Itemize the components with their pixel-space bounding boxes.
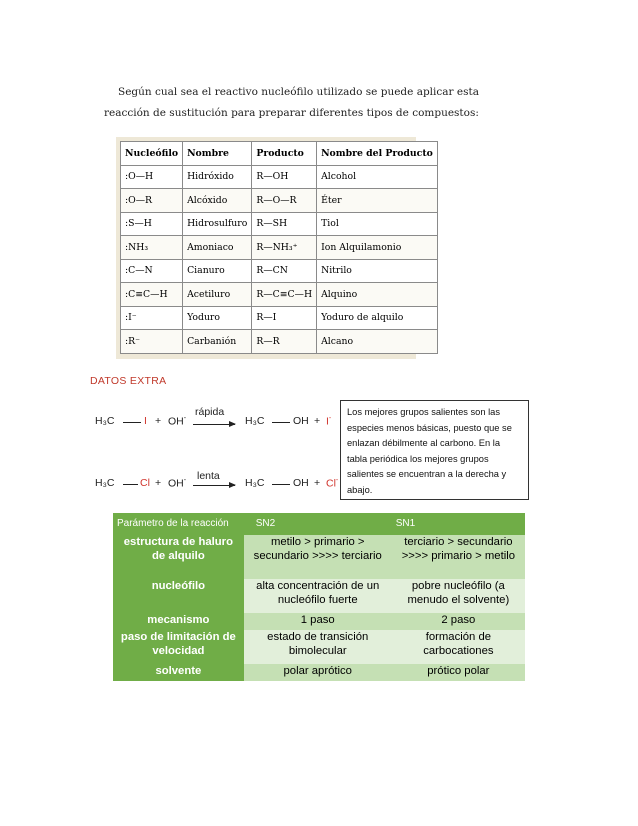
table-row [113,579,525,613]
table-cell: R—OH [252,165,317,189]
bond-line [272,484,290,485]
table-cell: Hidróxido [183,165,252,189]
bond-line [123,484,138,485]
table-header: Producto [252,142,317,166]
leaving-group-note: Los mejores grupos salientes son las especies menos básicas, puesto que se enlazan débilmente al carbono. En la tabla periódica los mejores grupos salientes se encuentran a la derecha y abajo. [340,400,529,500]
table-cell: :R⁻ [121,330,183,354]
reaction-1-substrate [95,415,114,427]
table-row [113,613,525,630]
table-cell: Alcóxido [183,189,252,213]
table-cell: R—CN [252,259,317,283]
table-row [121,283,438,307]
table-cell: Éter [317,189,438,213]
carbon-label: H₃C [95,415,115,427]
table-row [121,306,438,330]
table-cell: mecanismo [113,613,244,630]
table-header-row [121,142,438,166]
table-cell: Yoduro de alquilo [317,306,438,330]
table-cell: nucleófilo [113,579,244,613]
product-carbon: H₃C [245,415,265,427]
table-row [121,165,438,189]
table-cell: prótico polar [392,664,525,681]
table-row [121,189,438,213]
table-cell: 2 paso [392,613,525,630]
extra-data-heading: DATOS EXTRA [90,375,167,387]
reaction-arrow [193,485,235,486]
reaction-arrow [193,424,235,425]
hydroxide-nucleophile: OH- [168,415,187,428]
table-cell: :NH₃ [121,236,183,260]
table-cell: :O—R [121,189,183,213]
table-header: Nombre [183,142,252,166]
table-cell: R—NH₃⁺ [252,236,317,260]
byproduct-chloride: Cl- [326,477,339,490]
table-cell: solvente [113,664,244,681]
table-cell: polar aprótico [244,664,392,681]
table-cell: :S—H [121,212,183,236]
hydroxide-nucleophile: OH- [168,477,187,490]
table-header-row [113,513,525,535]
product-group: OH [293,477,309,489]
table-cell: Amoniaco [183,236,252,260]
table-cell: paso de limitación de velocidad [113,630,244,664]
table-cell: R—O—R [252,189,317,213]
table-row [121,236,438,260]
table-row [113,664,525,681]
table-cell: Tiol [317,212,438,236]
nucleophile-label: OH [168,415,184,428]
table-cell: R—SH [252,212,317,236]
table-row [113,535,525,579]
table-cell: alta concentración de un nucleófilo fuerte [244,579,392,613]
table-cell: R—I [252,306,317,330]
table-cell: Nitrilo [317,259,438,283]
table-header: Nucleófilo [121,142,183,166]
table-cell: Alquino [317,283,438,307]
table-cell: Cianuro [183,259,252,283]
table-cell: estado de transición bimolecular [244,630,392,664]
table-cell: Ion Alquilamonio [317,236,438,260]
table-row [121,330,438,354]
intro-line-2: reacción de sustitución para preparar diferentes tipos de compuestos: [104,107,479,119]
table-cell: Hidrosulfuro [183,212,252,236]
table-header: Nombre del Producto [317,142,438,166]
table-cell: pobre nucleófilo (a menudo el solvente) [392,579,525,613]
table-cell: Carbanión [183,330,252,354]
intro-line-1: Según cual sea el reactivo nucleófilo utilizado se puede aplicar esta [118,86,479,98]
byproduct-iodide: I- [326,415,332,428]
table-cell: R—R [252,330,317,354]
plus-sign: + [155,415,162,427]
bond-line [123,422,141,423]
table-row [121,259,438,283]
plus-sign: + [314,415,321,427]
table-cell: metilo > primario > secundario >>>> terciario [244,535,392,579]
table-cell: :O—H [121,165,183,189]
table-row [121,212,438,236]
plus-sign: + [155,477,162,489]
byproduct-label: I [326,415,329,428]
table-header: Parámetro de la reacción [113,513,244,535]
sn-comparison-table [113,513,525,681]
table-cell: :C—N [121,259,183,283]
table-cell: Acetiluro [183,283,252,307]
nucleophile-table-frame [116,137,433,359]
bond-line [272,422,290,423]
byproduct-label: Cl [326,477,336,490]
product-group: OH [293,415,309,427]
table-row [113,630,525,664]
leaving-group-chloride: Cl [140,477,150,489]
table-cell: 1 paso [244,613,392,630]
table-cell: terciario > secundario >>>> primario > metilo [392,535,525,579]
table-cell: :C≡C—H [121,283,183,307]
arrow-label-slow: lenta [197,470,220,482]
table-cell: formación de carbocationes [392,630,525,664]
table-cell: Alcano [317,330,438,354]
arrow-label-fast: rápida [195,406,225,418]
table-header: SN1 [392,513,525,535]
table-cell: R—C≡C—H [252,283,317,307]
table-cell: estructura de haluro de alquilo [113,535,244,579]
product-carbon: H₃C [245,477,265,489]
table-cell: Alcohol [317,165,438,189]
reaction-2-substrate [95,477,114,489]
table-cell: :I⁻ [121,306,183,330]
nucleophile-table [120,141,438,354]
table-cell: Yoduro [183,306,252,330]
leaving-group-iodide: I [144,415,147,427]
nucleophile-label: OH [168,477,184,490]
table-header: SN2 [244,513,392,535]
carbon-label: H₃C [95,477,115,489]
plus-sign: + [314,477,321,489]
